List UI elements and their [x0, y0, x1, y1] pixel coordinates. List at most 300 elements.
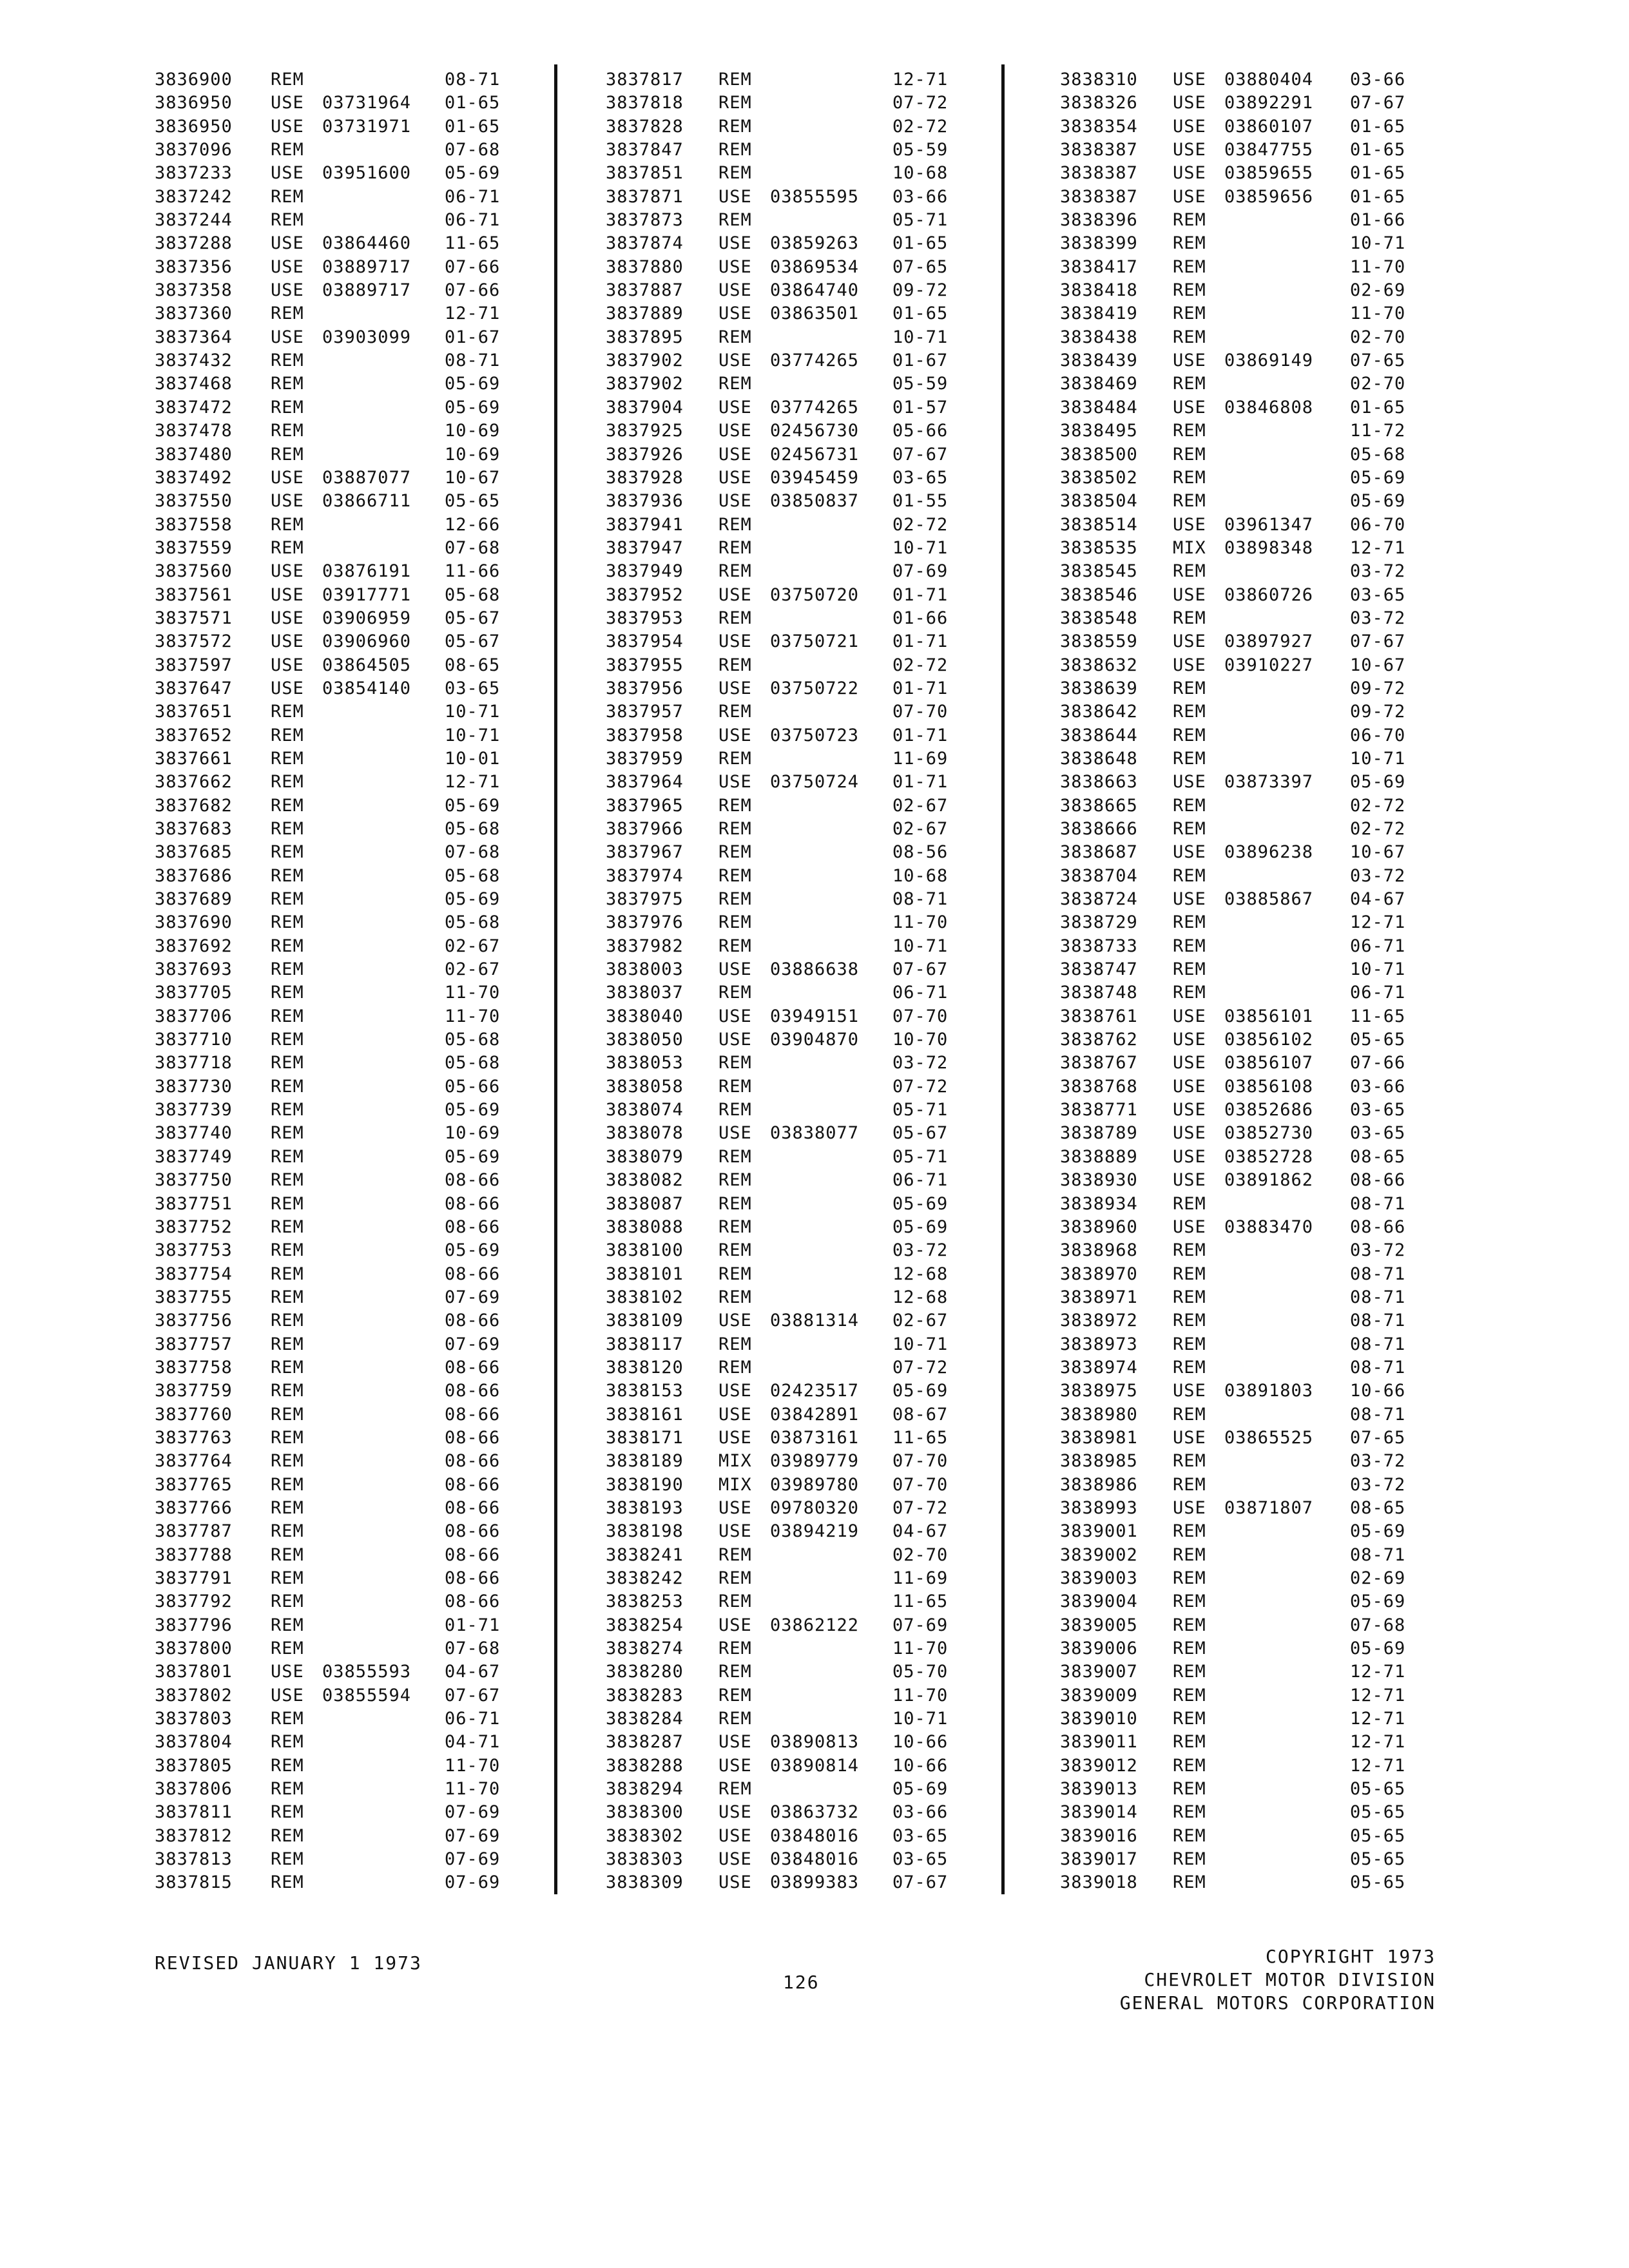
date: 05-71	[892, 210, 949, 231]
action-code: REM	[271, 1779, 304, 1800]
part-number: 3837685	[155, 842, 233, 863]
action-code: USE	[718, 303, 752, 324]
date: 07-70	[892, 1451, 949, 1472]
part-number: 3837558	[155, 514, 233, 535]
part-number: 3837976	[606, 912, 684, 933]
part-number: 3838500	[1060, 444, 1138, 465]
replacement-part: 03854140	[322, 678, 412, 698]
replacement-part: 03859656	[1224, 186, 1314, 207]
action-code: REM	[718, 655, 752, 675]
date: 11-65	[892, 1427, 949, 1448]
date: 05-69	[1350, 1639, 1406, 1659]
action-code: REM	[718, 1287, 752, 1307]
part-number: 3837492	[155, 467, 233, 488]
date: 12-71	[1350, 1732, 1406, 1753]
date: 11-65	[892, 1591, 949, 1612]
part-number: 3838985	[1060, 1451, 1138, 1472]
action-code: REM	[1173, 233, 1206, 254]
date: 01-65	[1350, 397, 1406, 418]
action-code: USE	[718, 1006, 752, 1026]
part-number: 3839006	[1060, 1639, 1138, 1659]
replacement-part: 03951600	[322, 163, 412, 184]
part-number: 3838934	[1060, 1193, 1138, 1214]
date: 11-70	[1350, 303, 1406, 324]
part-number: 3837802	[155, 1685, 233, 1706]
date: 01-71	[445, 1615, 501, 1635]
date: 08-65	[1350, 1146, 1406, 1167]
part-number: 3837947	[606, 537, 684, 558]
action-code: USE	[271, 116, 304, 137]
action-code: USE	[1173, 584, 1206, 605]
part-number: 3838469	[1060, 374, 1138, 394]
date: 05-71	[892, 1100, 949, 1120]
action-code: REM	[1173, 421, 1206, 441]
action-code: REM	[1173, 303, 1206, 324]
replacement-part: 03750721	[770, 631, 860, 652]
action-code: REM	[1173, 959, 1206, 980]
action-code: REM	[271, 1334, 304, 1354]
date: 08-56	[892, 842, 949, 863]
part-number: 3839005	[1060, 1615, 1138, 1635]
action-code: USE	[1173, 1170, 1206, 1191]
date: 03-72	[1350, 1240, 1406, 1261]
date: 07-69	[445, 1825, 501, 1846]
replacement-part: 03855594	[322, 1685, 412, 1706]
action-code: REM	[271, 772, 304, 793]
replacement-part: 03890813	[770, 1732, 860, 1753]
replacement-part: 03873397	[1224, 772, 1314, 793]
replacement-part: 03903099	[322, 327, 412, 347]
part-number: 3838253	[606, 1591, 684, 1612]
replacement-part: 03864460	[322, 233, 412, 254]
part-number: 3838193	[606, 1497, 684, 1518]
part-number: 3838088	[606, 1216, 684, 1237]
date: 03-65	[1350, 1100, 1406, 1120]
action-code: REM	[271, 1357, 304, 1378]
part-number: 3838733	[1060, 936, 1138, 956]
action-code: REM	[1173, 1451, 1206, 1472]
action-code: REM	[271, 1100, 304, 1120]
action-code: REM	[271, 1474, 304, 1495]
part-number: 3838109	[606, 1311, 684, 1331]
date: 05-68	[445, 1030, 501, 1050]
part-number: 3836900	[155, 70, 233, 90]
replacement-part: 02456730	[770, 421, 860, 441]
part-number: 3838975	[1060, 1381, 1138, 1401]
date: 11-65	[445, 233, 501, 254]
date: 05-68	[445, 1053, 501, 1073]
action-code: REM	[271, 1755, 304, 1776]
action-code: USE	[1173, 655, 1206, 675]
date: 03-72	[1350, 865, 1406, 886]
action-code: REM	[1173, 795, 1206, 816]
action-code: REM	[718, 1568, 752, 1588]
replacement-part: 03856101	[1224, 1006, 1314, 1026]
date: 04-67	[1350, 889, 1406, 910]
date: 08-66	[445, 1497, 501, 1518]
date: 11-69	[892, 1568, 949, 1588]
part-number: 3838003	[606, 959, 684, 980]
replacement-part: 03898348	[1224, 537, 1314, 558]
part-number: 3838300	[606, 1802, 684, 1823]
replacement-part: 03750723	[770, 725, 860, 745]
date: 04-71	[445, 1732, 501, 1753]
date: 05-69	[892, 1779, 949, 1800]
action-code: REM	[1173, 1709, 1206, 1729]
date: 07-69	[892, 1615, 949, 1635]
date: 10-71	[892, 537, 949, 558]
action-code: USE	[718, 491, 752, 512]
action-code: REM	[271, 1709, 304, 1729]
replacement-part: 03891862	[1224, 1170, 1314, 1191]
part-number: 3838418	[1060, 280, 1138, 301]
replacement-part: 03750720	[770, 584, 860, 605]
part-number: 3837661	[155, 748, 233, 769]
part-number: 3837966	[606, 819, 684, 839]
action-code: REM	[718, 1216, 752, 1237]
action-code: REM	[1173, 1872, 1206, 1893]
replacement-part: 03892291	[1224, 93, 1314, 113]
part-number: 3837749	[155, 1146, 233, 1167]
part-number: 3837358	[155, 280, 233, 301]
date: 02-69	[1350, 1568, 1406, 1588]
date: 05-68	[445, 912, 501, 933]
part-number: 3837730	[155, 1076, 233, 1097]
copyright-line-1: COPYRIGHT 1973	[1265, 1946, 1436, 1967]
action-code: REM	[271, 1076, 304, 1097]
date: 03-72	[892, 1240, 949, 1261]
date: 05-69	[445, 795, 501, 816]
action-code: USE	[1173, 1381, 1206, 1401]
date: 02-72	[892, 514, 949, 535]
date: 12-71	[1350, 1662, 1406, 1682]
replacement-part: 03856102	[1224, 1030, 1314, 1050]
part-number: 3837683	[155, 819, 233, 839]
part-number: 3837682	[155, 795, 233, 816]
part-number: 3838053	[606, 1053, 684, 1073]
action-code: REM	[1173, 748, 1206, 769]
date: 03-66	[1350, 1076, 1406, 1097]
column-divider-2	[1001, 64, 1005, 1894]
replacement-part: 03910227	[1224, 655, 1314, 675]
action-code: REM	[271, 959, 304, 980]
part-number: 3838101	[606, 1264, 684, 1284]
date: 05-65	[1350, 1825, 1406, 1846]
part-number: 3837800	[155, 1639, 233, 1659]
action-code: USE	[271, 280, 304, 301]
date: 11-70	[445, 1006, 501, 1026]
part-number: 3838960	[1060, 1216, 1138, 1237]
date: 02-70	[1350, 327, 1406, 347]
date: 10-71	[1350, 959, 1406, 980]
date: 07-67	[445, 1685, 501, 1706]
action-code: REM	[718, 116, 752, 137]
date: 05-69	[1350, 467, 1406, 488]
date: 05-59	[892, 374, 949, 394]
date: 06-71	[445, 1709, 501, 1729]
part-number: 3838502	[1060, 467, 1138, 488]
part-number: 3837959	[606, 748, 684, 769]
action-code: REM	[271, 1216, 304, 1237]
date: 06-71	[1350, 983, 1406, 1003]
action-code: USE	[271, 561, 304, 582]
date: 07-68	[445, 1639, 501, 1659]
part-number: 3837360	[155, 303, 233, 324]
date: 07-65	[1350, 1427, 1406, 1448]
date: 08-65	[1350, 1497, 1406, 1518]
part-number: 3839003	[1060, 1568, 1138, 1588]
part-number: 3838354	[1060, 116, 1138, 137]
part-number: 3839018	[1060, 1872, 1138, 1893]
date: 07-66	[1350, 1053, 1406, 1073]
part-number: 3838980	[1060, 1404, 1138, 1425]
action-code: REM	[271, 1404, 304, 1425]
date: 08-66	[445, 1474, 501, 1495]
date: 09-72	[892, 280, 949, 301]
date: 02-70	[1350, 374, 1406, 394]
action-code: USE	[1173, 631, 1206, 652]
date: 10-66	[892, 1732, 949, 1753]
action-code: REM	[718, 1076, 752, 1097]
action-code: USE	[1173, 1123, 1206, 1144]
date: 07-72	[892, 1357, 949, 1378]
part-number: 3839002	[1060, 1544, 1138, 1565]
part-number: 3838082	[606, 1170, 684, 1191]
action-code: REM	[1173, 702, 1206, 722]
date: 09-72	[1350, 678, 1406, 698]
action-code: REM	[718, 210, 752, 231]
revised-date: REVISED JANUARY 1 1973	[155, 1952, 422, 1974]
action-code: USE	[1173, 1427, 1206, 1448]
part-number: 3837895	[606, 327, 684, 347]
date: 08-71	[1350, 1357, 1406, 1378]
part-number: 3838981	[1060, 1427, 1138, 1448]
replacement-part: 03889717	[322, 256, 412, 277]
action-code: USE	[271, 631, 304, 652]
replacement-part: 03860107	[1224, 116, 1314, 137]
action-code: REM	[1173, 1264, 1206, 1284]
replacement-part: 03897927	[1224, 631, 1314, 652]
part-number: 3838438	[1060, 327, 1138, 347]
part-number: 3838930	[1060, 1170, 1138, 1191]
part-number: 3839016	[1060, 1825, 1138, 1846]
replacement-part: 03883470	[1224, 1216, 1314, 1237]
date: 08-66	[445, 1170, 501, 1191]
part-number: 3836950	[155, 93, 233, 113]
part-number: 3837706	[155, 1006, 233, 1026]
action-code: REM	[718, 374, 752, 394]
part-number: 3838387	[1060, 140, 1138, 160]
date: 10-71	[892, 1334, 949, 1354]
replacement-part: 03881314	[770, 1311, 860, 1331]
date: 02-67	[445, 936, 501, 956]
action-code: REM	[271, 1193, 304, 1214]
date: 05-69	[1350, 491, 1406, 512]
part-number: 3837753	[155, 1240, 233, 1261]
part-number: 3837851	[606, 163, 684, 184]
action-code: REM	[718, 1334, 752, 1354]
action-code: USE	[718, 1802, 752, 1823]
date: 07-72	[892, 1497, 949, 1518]
action-code: REM	[271, 374, 304, 394]
action-code: REM	[271, 1451, 304, 1472]
action-code: REM	[271, 351, 304, 371]
action-code: REM	[718, 327, 752, 347]
part-number: 3838974	[1060, 1357, 1138, 1378]
action-code: MIX	[1173, 537, 1206, 558]
replacement-part: 09780320	[770, 1497, 860, 1518]
replacement-part: 03871807	[1224, 1497, 1314, 1518]
action-code: REM	[1173, 327, 1206, 347]
action-code: REM	[718, 1591, 752, 1612]
replacement-part: 03846808	[1224, 397, 1314, 418]
date: 07-68	[445, 537, 501, 558]
action-code: REM	[271, 1287, 304, 1307]
action-code: REM	[271, 140, 304, 160]
part-number: 3837818	[606, 93, 684, 113]
date: 07-67	[892, 1872, 949, 1893]
action-code: REM	[718, 1544, 752, 1565]
action-code: USE	[718, 584, 752, 605]
date: 07-67	[892, 444, 949, 465]
action-code: USE	[718, 1497, 752, 1518]
part-number: 3837764	[155, 1451, 233, 1472]
date: 06-71	[892, 1170, 949, 1191]
action-code: USE	[271, 491, 304, 512]
part-number: 3839001	[1060, 1521, 1138, 1542]
part-number: 3838287	[606, 1732, 684, 1753]
part-number: 3838993	[1060, 1497, 1138, 1518]
action-code: REM	[271, 889, 304, 910]
part-number: 3838439	[1060, 351, 1138, 371]
action-code: REM	[271, 1521, 304, 1542]
action-code: REM	[271, 865, 304, 886]
part-number: 3837803	[155, 1709, 233, 1729]
part-number: 3837686	[155, 865, 233, 886]
date: 05-68	[1350, 444, 1406, 465]
date: 12-66	[445, 514, 501, 535]
part-number: 3838288	[606, 1755, 684, 1776]
column-divider-1	[554, 64, 557, 1894]
date: 03-66	[892, 1802, 949, 1823]
replacement-part: 03989780	[770, 1474, 860, 1495]
date: 06-71	[445, 186, 501, 207]
action-code: USE	[1173, 1076, 1206, 1097]
date: 05-66	[892, 421, 949, 441]
action-code: REM	[271, 1872, 304, 1893]
action-code: REM	[271, 1381, 304, 1401]
part-number: 3837982	[606, 936, 684, 956]
part-number: 3838644	[1060, 725, 1138, 745]
date: 07-65	[1350, 351, 1406, 371]
part-number: 3837804	[155, 1732, 233, 1753]
action-code: REM	[1173, 936, 1206, 956]
part-number: 3837811	[155, 1802, 233, 1823]
date: 06-70	[1350, 514, 1406, 535]
date: 02-69	[1350, 280, 1406, 301]
date: 11-69	[892, 748, 949, 769]
date: 07-67	[1350, 93, 1406, 113]
action-code: REM	[718, 514, 752, 535]
action-code: REM	[271, 303, 304, 324]
action-code: REM	[718, 702, 752, 722]
part-number: 3837904	[606, 397, 684, 418]
part-number: 3838074	[606, 1100, 684, 1120]
part-number: 3838724	[1060, 889, 1138, 910]
date: 05-69	[892, 1193, 949, 1214]
date: 07-66	[445, 280, 501, 301]
action-code: USE	[718, 1427, 752, 1448]
action-code: REM	[1173, 725, 1206, 745]
part-number: 3837817	[606, 70, 684, 90]
part-number: 3838102	[606, 1287, 684, 1307]
date: 05-69	[445, 1146, 501, 1167]
action-code: REM	[718, 1240, 752, 1261]
action-code: REM	[1173, 1474, 1206, 1495]
date: 06-71	[892, 983, 949, 1003]
action-code: REM	[271, 1170, 304, 1191]
action-code: USE	[1173, 1053, 1206, 1073]
date: 10-01	[445, 748, 501, 769]
part-number: 3837812	[155, 1825, 233, 1846]
date: 08-66	[445, 1544, 501, 1565]
action-code: REM	[718, 1193, 752, 1214]
part-number: 3837647	[155, 678, 233, 698]
date: 05-65	[1350, 1802, 1406, 1823]
date: 06-71	[1350, 936, 1406, 956]
part-number: 3838484	[1060, 397, 1138, 418]
date: 03-65	[1350, 584, 1406, 605]
action-code: REM	[271, 186, 304, 207]
replacement-part: 03989779	[770, 1451, 860, 1472]
replacement-part: 03896238	[1224, 842, 1314, 863]
part-number: 3837949	[606, 561, 684, 582]
action-code: REM	[1173, 1357, 1206, 1378]
action-code: REM	[271, 1123, 304, 1144]
action-code: REM	[1173, 819, 1206, 839]
action-code: REM	[718, 1639, 752, 1659]
part-number: 3839004	[1060, 1591, 1138, 1612]
action-code: USE	[718, 1030, 752, 1050]
date: 08-66	[445, 1311, 501, 1331]
date: 08-66	[445, 1193, 501, 1214]
replacement-part: 03864740	[770, 280, 860, 301]
date: 05-67	[445, 631, 501, 652]
part-number: 3838767	[1060, 1053, 1138, 1073]
date: 12-71	[1350, 537, 1406, 558]
action-code: USE	[271, 655, 304, 675]
part-number: 3838666	[1060, 819, 1138, 839]
part-number: 3837815	[155, 1872, 233, 1893]
replacement-part: 03889717	[322, 280, 412, 301]
date: 10-71	[1350, 748, 1406, 769]
part-number: 3838504	[1060, 491, 1138, 512]
part-number: 3837751	[155, 1193, 233, 1214]
replacement-part: 03838077	[770, 1123, 860, 1144]
part-number: 3838632	[1060, 655, 1138, 675]
date: 12-71	[1350, 1709, 1406, 1729]
part-number: 3838242	[606, 1568, 684, 1588]
part-number: 3838241	[606, 1544, 684, 1565]
action-code: REM	[718, 1357, 752, 1378]
date: 01-66	[892, 608, 949, 628]
part-number: 3839010	[1060, 1709, 1138, 1729]
part-number: 3838889	[1060, 1146, 1138, 1167]
part-number: 3838078	[606, 1123, 684, 1144]
date: 02-67	[892, 1311, 949, 1331]
date: 08-66	[445, 1404, 501, 1425]
action-code: REM	[1173, 678, 1206, 698]
